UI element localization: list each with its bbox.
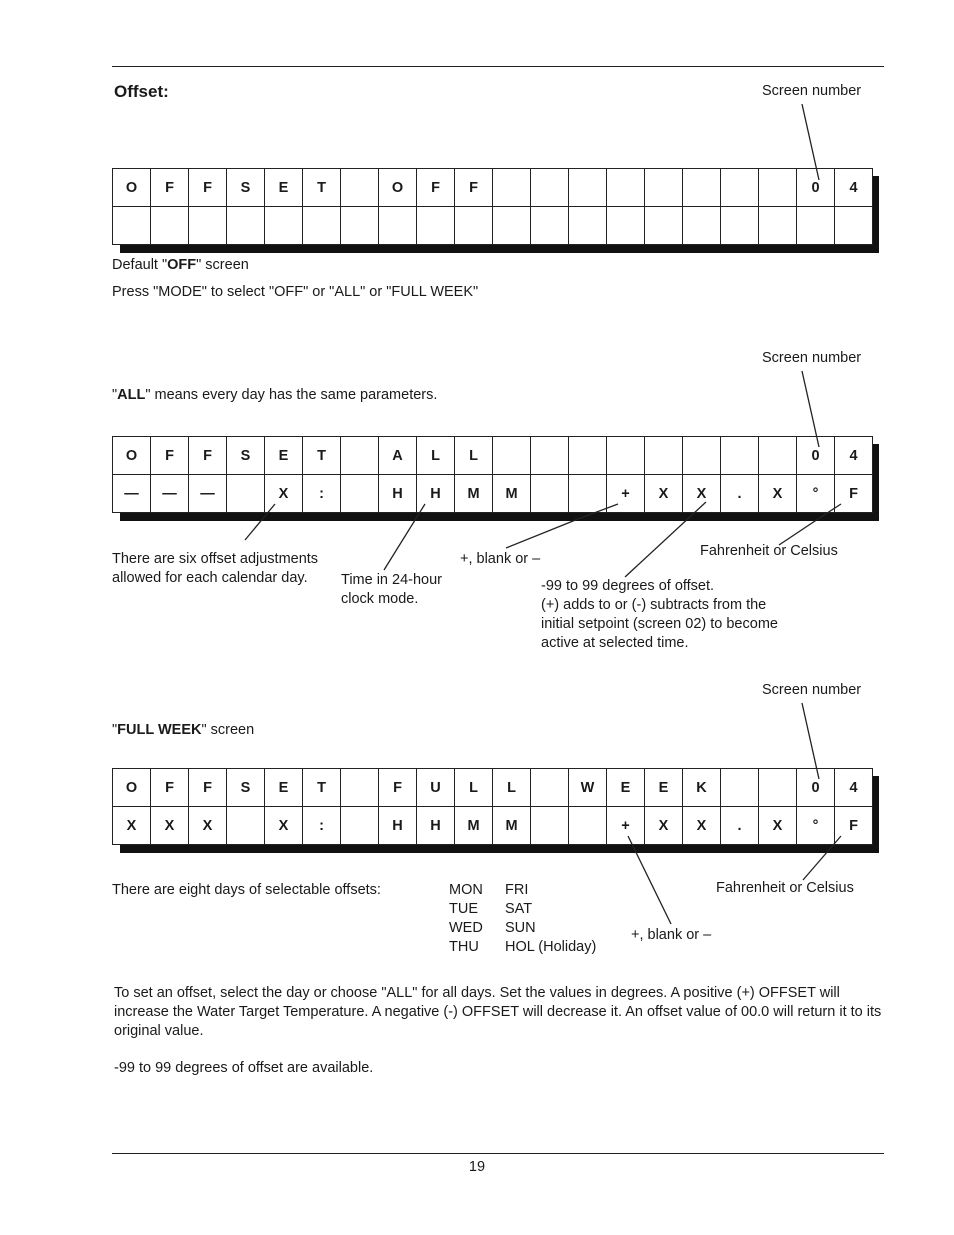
day-label: WED [449, 920, 483, 936]
day-label: SAT [505, 901, 533, 917]
lcd-cell: X [683, 807, 721, 845]
lcd-cell: . [721, 475, 759, 513]
lcd-cell: X [265, 807, 303, 845]
lcd-cell: K [683, 769, 721, 807]
lcd-cell: O [113, 437, 151, 475]
leader-six-offsets [245, 504, 275, 540]
lcd-cell: X [151, 807, 189, 845]
lcd-cell: X [683, 475, 721, 513]
lcd-cell: H [417, 807, 455, 845]
lcd-cell: O [113, 769, 151, 807]
lcd-cell: T [303, 169, 341, 207]
lcd-cell: 0 [797, 437, 835, 475]
leader-plus-blank-minus-2 [628, 836, 671, 924]
lcd-cell: — [113, 475, 151, 513]
lcd-cell: X [113, 807, 151, 845]
lcd-cell: M [455, 475, 493, 513]
lcd-cell: F [455, 169, 493, 207]
lcd-cell: X [189, 807, 227, 845]
lcd-cell: F [151, 437, 189, 475]
lcd-cell: S [227, 437, 265, 475]
lcd-cell: O [113, 169, 151, 207]
day-label: HOL (Holiday) [505, 939, 597, 955]
plus-blank-minus-label-2: +, blank or – [631, 927, 712, 943]
lcd-cell: M [493, 475, 531, 513]
lcd-cell: O [379, 169, 417, 207]
lcd-cell: M [455, 807, 493, 845]
leader-fahrenheit-2 [803, 836, 841, 880]
fahrenheit-celsius-label-1: Fahrenheit or Celsius [700, 543, 838, 559]
leader-screen-number-1 [802, 104, 819, 180]
lcd-cell: H [417, 475, 455, 513]
lcd-cell: F [151, 169, 189, 207]
lcd-cell: ° [797, 475, 835, 513]
lcd-cell: L [455, 769, 493, 807]
screen-number-label-2: Screen number [762, 350, 862, 366]
lcd-cell: T [303, 437, 341, 475]
leader-screen-number-3 [802, 703, 819, 779]
lcd-cell: S [227, 169, 265, 207]
eight-days-note: There are eight days of selectable offsets: [112, 882, 381, 898]
lcd-cell: E [645, 769, 683, 807]
lcd-cell: X [759, 807, 797, 845]
screen-number-label-3: Screen number [762, 682, 862, 698]
lcd-cell: X [645, 475, 683, 513]
leader-degrees [625, 502, 706, 577]
lcd-cell: F [417, 169, 455, 207]
lcd-cell: E [265, 769, 303, 807]
leader-fahrenheit-1 [779, 519, 818, 545]
lcd-cell: E [265, 169, 303, 207]
lcd-cell: 4 [835, 769, 873, 807]
lcd-cell: X [759, 475, 797, 513]
lcd-cell: . [721, 807, 759, 845]
degrees-offset-note: -99 to 99 degrees of offset. (+) adds to or (-) subtracts from the initial setpoint (screen 02) to become active at selected time. [541, 578, 778, 651]
section-heading: Offset: [114, 82, 169, 101]
lcd-cell: H [379, 807, 417, 845]
day-label: TUE [449, 901, 478, 917]
fahrenheit-celsius-label-2: Fahrenheit or Celsius [716, 880, 854, 896]
lcd-cell: L [493, 769, 531, 807]
lcd-cell: 4 [835, 169, 873, 207]
lcd-cell: : [303, 807, 341, 845]
leader-plus-blank-minus-1 [506, 519, 578, 548]
leader-fahrenheit-1b [818, 504, 841, 519]
lcd-cell: X [645, 807, 683, 845]
default-off-caption: Default "OFF" screen [112, 257, 249, 273]
all-intro: "ALL" means every day has the same parameters. [112, 387, 438, 403]
lcd-cell: F [189, 437, 227, 475]
screen-number-label-1: Screen number [762, 83, 862, 99]
lcd-cell: 0 [797, 769, 835, 807]
lcd-cell: E [607, 769, 645, 807]
lcd-cell: 0 [797, 169, 835, 207]
plus-blank-minus-label-1: +, blank or – [460, 551, 541, 567]
lcd-cell: + [607, 475, 645, 513]
time-24-hour-note: Time in 24-hour clock mode. [341, 572, 443, 607]
leader-time-24 [384, 504, 425, 570]
day-label: THU [449, 939, 479, 955]
lcd-cell: : [303, 475, 341, 513]
lcd-cell: — [189, 475, 227, 513]
lcd-cell: 4 [835, 437, 873, 475]
six-offsets-note: There are six offset adjustments allowed for each calendar day. [112, 551, 319, 586]
lcd-cell: F [189, 769, 227, 807]
lcd-cell: U [417, 769, 455, 807]
offset-instructions-paragraph: To set an offset, select the day or choose "ALL" for all days. Set the values in degrees. A positive (+) OFFSET will increase the Water Target Temperature. A negative (-) OFFSET will decrease it. An offset value of 00.0 will return it to its original value. [114, 985, 882, 1039]
offset-range-note: -99 to 99 degrees of offset are available. [114, 1060, 374, 1076]
lcd-cell: L [417, 437, 455, 475]
press-mode-instruction: Press "MODE" to select "OFF" or "ALL" or "FULL WEEK" [112, 284, 479, 300]
lcd-cell: E [265, 437, 303, 475]
lcd-cell: F [835, 475, 873, 513]
lcd-cell: S [227, 769, 265, 807]
lcd-cell: L [455, 437, 493, 475]
full-week-intro: "FULL WEEK" screen [112, 722, 255, 738]
lcd-cell: F [151, 769, 189, 807]
leader-plus-blank-minus-1b [578, 504, 618, 519]
lcd-cell: ° [797, 807, 835, 845]
lcd-cell: A [379, 437, 417, 475]
day-label: MON [449, 882, 483, 898]
day-label: SUN [505, 920, 536, 936]
lcd-cell: — [151, 475, 189, 513]
leader-screen-number-2 [802, 371, 819, 447]
lcd-cell: M [493, 807, 531, 845]
lcd-cell: T [303, 769, 341, 807]
lcd-cell: W [569, 769, 607, 807]
day-label: FRI [505, 882, 529, 898]
page-number: 19 [468, 1159, 486, 1175]
lcd-cell: H [379, 475, 417, 513]
lcd-cell: X [265, 475, 303, 513]
lcd-cell: + [607, 807, 645, 845]
lcd-cell: F [835, 807, 873, 845]
lcd-cell: F [379, 769, 417, 807]
lcd-cell: F [189, 169, 227, 207]
